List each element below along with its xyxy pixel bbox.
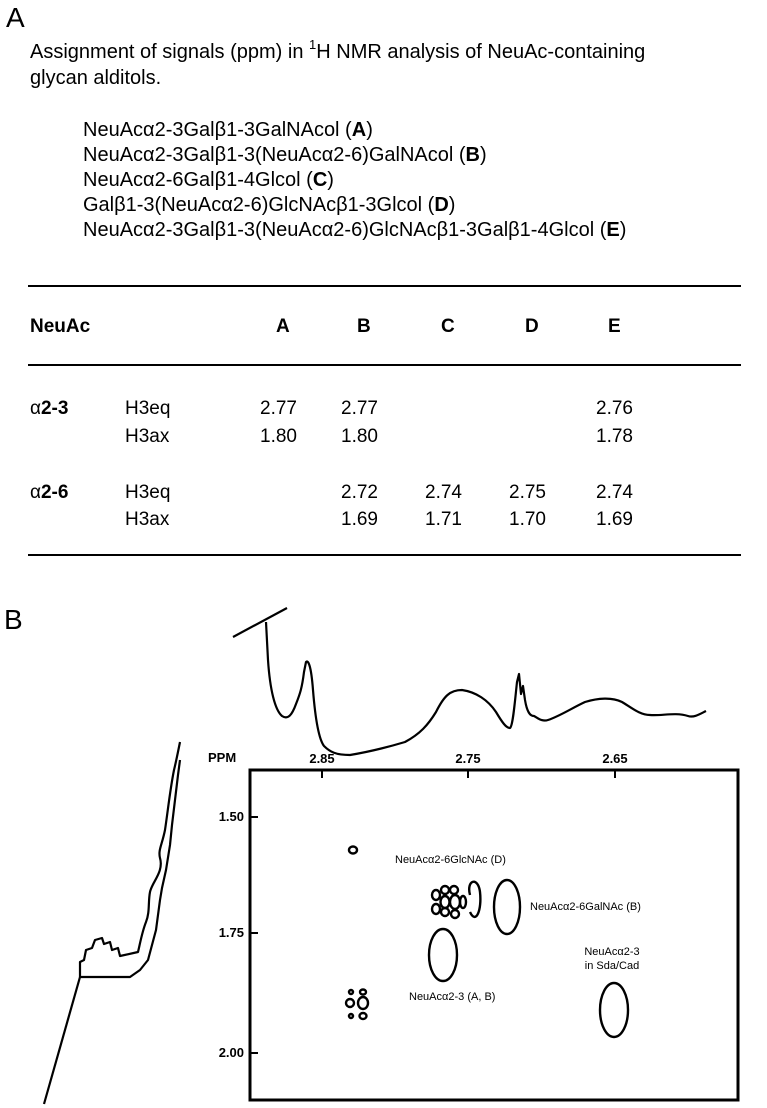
left-projection-spectrum: [44, 742, 180, 1104]
table-cell: 2.74: [425, 482, 462, 503]
caption-text-line2: glycan alditols.: [30, 67, 162, 89]
y-tick-label: 1.75: [218, 925, 244, 940]
contour-peak: [360, 1013, 367, 1019]
proton-label: H3eq: [125, 398, 171, 419]
contour-peak: [346, 999, 354, 1007]
table-cell: 2.75: [509, 482, 546, 503]
table-cell: 2.77: [341, 398, 378, 419]
contour-peak: [460, 896, 466, 908]
contour-peak-large: [429, 929, 457, 981]
x-tick-label: 2.65: [602, 751, 628, 766]
peak-annotations: [395, 854, 641, 1003]
x-tick-label: 2.75: [455, 751, 481, 766]
y-tick-label: 2.00: [218, 1045, 244, 1060]
table-cell: 1.69: [341, 509, 378, 530]
annotation-sda-line1: NeuAcα2-3: [584, 946, 640, 958]
table-cell: 2.74: [596, 482, 633, 503]
header-col-e: E: [608, 316, 621, 337]
header-col-a: A: [276, 316, 290, 337]
table-cell: 1.69: [596, 509, 633, 530]
caption-superscript: 1: [309, 37, 317, 52]
contour-peak: [441, 886, 449, 894]
table-cell: 1.70: [509, 509, 546, 530]
contour-peak: [349, 1014, 353, 1018]
annotation-sda-line2: in Sda/Cad: [584, 960, 640, 972]
header-col-b: B: [357, 316, 371, 337]
table-cell: 2.76: [596, 398, 633, 419]
annotation-ab: NeuAcα2-3 (A, B): [409, 991, 496, 1003]
contour-peak: [432, 904, 440, 914]
table-cell: 1.71: [425, 509, 462, 530]
contour-peak: [360, 990, 366, 995]
proton-label: H3eq: [125, 482, 171, 503]
contour-peak: [432, 890, 440, 900]
contour-peaks: [346, 847, 628, 1038]
proton-label: H3ax: [125, 509, 170, 530]
caption-text-post: H NMR analysis of NeuAc-containing: [316, 41, 646, 63]
header-neuac: NeuAc: [30, 316, 91, 337]
y-tick-labels: [219, 809, 244, 1060]
left-spectrum-baseline-stroke: [44, 977, 80, 1104]
caption-text-pre: Assignment of signals (ppm) in: [30, 41, 310, 63]
contour-peak: [441, 896, 450, 908]
compound-item: Galβ1-3(NeuAcα2-6)GlcNAcβ1-3Glcol (D): [83, 194, 456, 216]
table-cell: 2.77: [260, 398, 297, 419]
table-cell: 1.80: [260, 426, 297, 447]
plot-frame: [250, 770, 738, 1100]
contour-peak: [349, 990, 353, 994]
x-tick-label: 2.85: [309, 751, 335, 766]
table-cell: 2.72: [341, 482, 378, 503]
top-projection-spectrum: [233, 608, 706, 755]
contour-peak-large: [600, 983, 628, 1037]
compound-item: NeuAcα2-3Galβ1-3(NeuAcα2-6)GalNAcol (B): [83, 144, 487, 166]
axis-title: PPM: [208, 750, 237, 765]
annotation-d: NeuAcα2-6GlcNAc (D): [395, 854, 506, 866]
header-col-c: C: [441, 316, 455, 337]
compound-item: NeuAcα2-3Galβ1-3(NeuAcα2-6)GlcNAcβ1-3Galβ1-4Glcol (E): [83, 219, 627, 241]
linkage-label: α2-3: [30, 398, 69, 419]
top-spectrum-trace: [266, 622, 706, 755]
compound-item: NeuAcα2-6Galβ1-4Glcol (C): [83, 169, 334, 191]
top-spectrum-baseline-stroke: [233, 608, 287, 637]
linkage-label: α2-6: [30, 482, 69, 503]
table-cell: 1.78: [596, 426, 633, 447]
left-spectrum-trace: [80, 742, 180, 977]
panel-b-label: B: [4, 604, 23, 635]
contour-peak: [450, 886, 458, 894]
contour-peak-crescent: [469, 882, 480, 917]
y-tick-label: 1.50: [218, 809, 244, 824]
contour-peak-small: [349, 847, 357, 854]
annotation-b: NeuAcα2-6GalNAc (B): [530, 901, 641, 913]
table-cell: 1.80: [341, 426, 378, 447]
contour-peak-large: [494, 880, 520, 934]
panel-a-label: A: [6, 2, 25, 33]
contour-peak: [451, 910, 459, 918]
compound-item: NeuAcα2-3Galβ1-3GalNAcol (A): [83, 119, 373, 141]
proton-label: H3ax: [125, 426, 170, 447]
contour-peak: [450, 895, 460, 909]
header-col-d: D: [525, 316, 539, 337]
contour-peak: [358, 997, 368, 1009]
